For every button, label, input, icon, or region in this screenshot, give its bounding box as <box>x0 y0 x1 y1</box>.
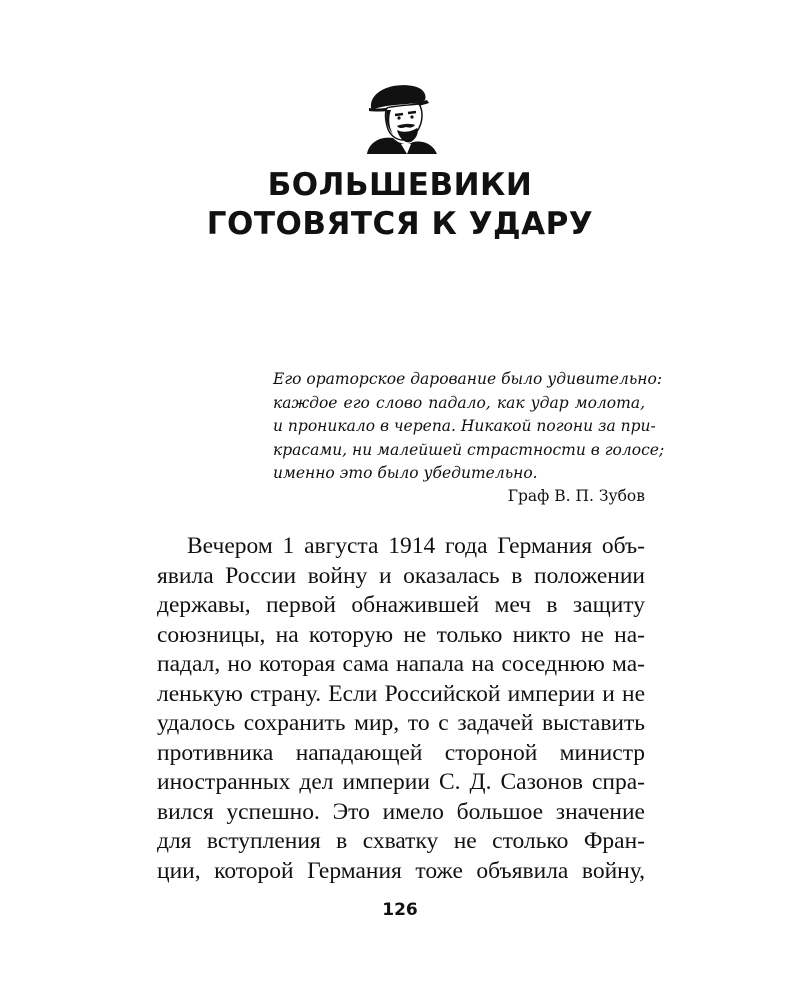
body-line: ленькую страну. Если Российской империи и не <box>157 680 645 707</box>
body-line: иностранных дел империи С. Д. Сазонов спра- <box>157 769 645 795</box>
epigraph-line: красами, ни малейшей страстности в голосе; <box>273 440 665 459</box>
body-text <box>157 532 645 886</box>
epigraph-line: Его ораторское дарование было удивительно: <box>273 370 663 388</box>
page-number: 126 <box>382 900 418 920</box>
portrait-icon <box>361 78 441 154</box>
body-line: противника нападающей стороной министр <box>157 739 645 766</box>
epigraph-author: Граф В. П. Зубов <box>507 487 645 505</box>
body-line: явила России войну и оказалась в положении <box>157 562 645 589</box>
body-line: удалось сохранить мир, то с задачей выставить <box>157 710 645 736</box>
epigraph-line: именно это было убедительно. <box>273 464 538 482</box>
body-line: для вступления в схватку не столько Фран- <box>157 828 645 854</box>
chapter-title <box>0 166 800 244</box>
body-line: ции, которой Германия тоже объявила войну, <box>157 857 645 884</box>
chapter-title-line-1: БОЛЬШЕВИКИ <box>267 167 533 203</box>
epigraph-line: каждое его слово падало, как удар молота, <box>273 393 645 412</box>
epigraph-line: и проникало в черепа. Никакой погони за при- <box>273 417 656 435</box>
chapter-title-line-2: ГОТОВЯТСЯ К УДАРУ <box>206 206 594 242</box>
epigraph <box>273 368 665 486</box>
body-line: Вечером 1 августа 1914 года Германия объ- <box>187 533 645 559</box>
body-line: вился успешно. Это имело большое значение <box>157 798 645 825</box>
body-line: падал, но которая сама напала на соседнюю ма- <box>157 651 645 677</box>
body-line: державы, первой обнажившей меч в защиту <box>157 592 645 618</box>
body-line: союзницы, на которую не только никто не на- <box>157 621 645 648</box>
